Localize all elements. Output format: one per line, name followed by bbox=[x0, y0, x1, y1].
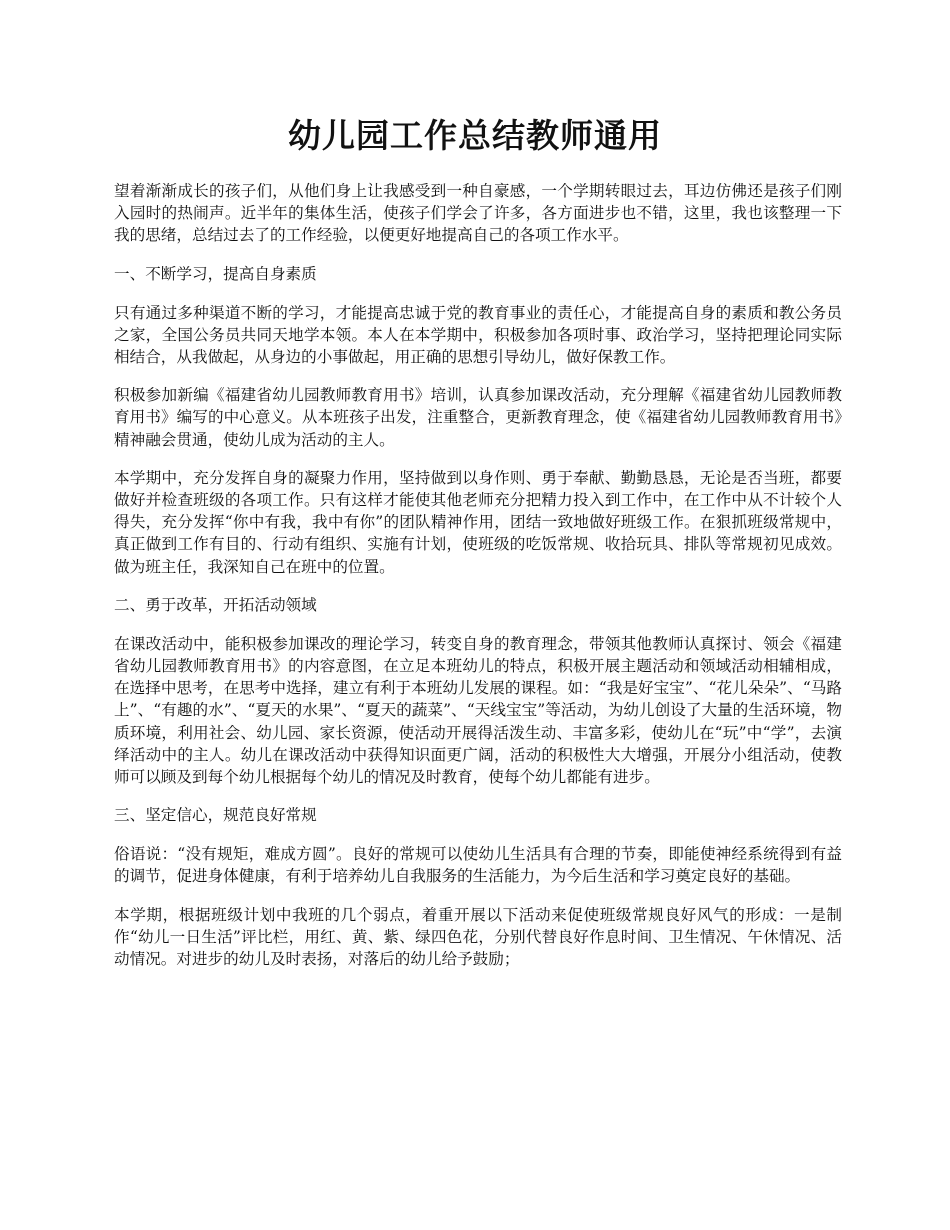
section-2-heading: 二、勇于改革，开拓活动领域 bbox=[114, 595, 317, 614]
section-3-paragraph-2: 本学期，根据班级计划中我班的几个弱点，着重开展以下活动来促使班级常规良好风气的形成：一是制作“幼儿一日生活”评比栏，用红、黄、紫、绿四色花，分别代替良好作息时间、卫生情况、午休情况、活动情况。对进步的幼儿及时表扬，对落后的幼儿给予鼓励； bbox=[114, 905, 842, 969]
section-1-paragraph-1: 只有通过多种渠道不断的学习，才能提高忠诚于党的教育事业的责任心，才能提高自身的素质和教公务员之家，全国公务员共同天地学本领。本人在本学期中，积极参加各项时事、政治学习，坚持把理论同实际相结合，从我做起，从身边的小事做起，用正确的思想引导幼儿，做好保教工作。 bbox=[114, 303, 842, 367]
section-2-paragraph-1: 在课改活动中，能积极参加课改的理论学习，转变自身的教育理念，带领其他教师认真探讨、领会《福建省幼儿园教师教育用书》的内容意图，在立足本班幼儿的特点，积极开展主题活动和领域活动相辅相成，在选择中思考，在思考中选择，建立有利于本班幼儿发展的课程。如：“我是好宝宝”、“花儿朵朵”、“马路上”、“有趣的水”、“夏天的水果”、“夏天的蔬菜”、“天线宝宝”等活动，为幼儿创设了大量的生活环境，物质环境，利用社会、幼儿园、家长资源，使活动开展得活泼生动、丰富多彩，使幼儿在“玩”中“学”，去演绎活动中的主人。幼儿在课改活动中获得知识面更广阔，活动的积极性大大增强，开展分小组活动，使教师可以顾及到每个幼儿根据每个幼儿的情况及时教育，使每个幼儿都能有进步。 bbox=[114, 634, 842, 787]
document-body bbox=[114, 180, 842, 986]
section-1-heading: 一、不断学习，提高自身素质 bbox=[114, 264, 317, 283]
section-1-paragraph-3: 本学期中，充分发挥自身的凝聚力作用，坚持做到以身作则、勇于奉献、勤勤恳恳，无论是否当班，都要做好并检查班级的各项工作。只有这样才能使其他老师充分把精力投入到工作中，在工作中从不计较个人得失，充分发挥“你中有我，我中有你”的团队精神作用，团结一致地做好班级工作。在狠抓班级常规中，真正做到工作有目的、行动有组织、实施有计划，使班级的吃饭常规、收拾玩具、排队等常规初见成效。做为班主任，我深知自己在班中的位置。 bbox=[114, 468, 842, 576]
document-title: 幼儿园工作总结教师通用 bbox=[288, 116, 662, 155]
section-3-paragraph-1: 俗语说：“没有规矩，难成方圆”。良好的常规可以使幼儿生活具有合理的节奏，即能使神经系统得到有益的调节，促进身体健康，有利于培养幼儿自我服务的生活能力，为今后生活和学习奠定良好的基础。 bbox=[114, 845, 842, 886]
intro-paragraph: 望着渐渐成长的孩子们，从他们身上让我感受到一种自豪感，一个学期转眼过去，耳边仿佛还是孩子们刚入园时的热闹声。近半年的集体生活，使孩子们学会了许多，各方面进步也不错，这里，我也该整理一下我的思绪，总结过去了的工作经验，以便更好地提高自己的各项工作水平。 bbox=[114, 182, 842, 245]
section-3-heading: 三、坚定信心，规范良好常规 bbox=[114, 806, 317, 825]
section-1-paragraph-2: 积极参加新编《福建省幼儿园教师教育用书》培训，认真参加课改活动，充分理解《福建省幼儿园教师教育用书》编写的中心意义。从本班孩子出发，注重整合，更新教育理念，使《福建省幼儿园教师教育用书》精神融会贯通，使幼儿成为活动的主人。 bbox=[114, 386, 842, 449]
